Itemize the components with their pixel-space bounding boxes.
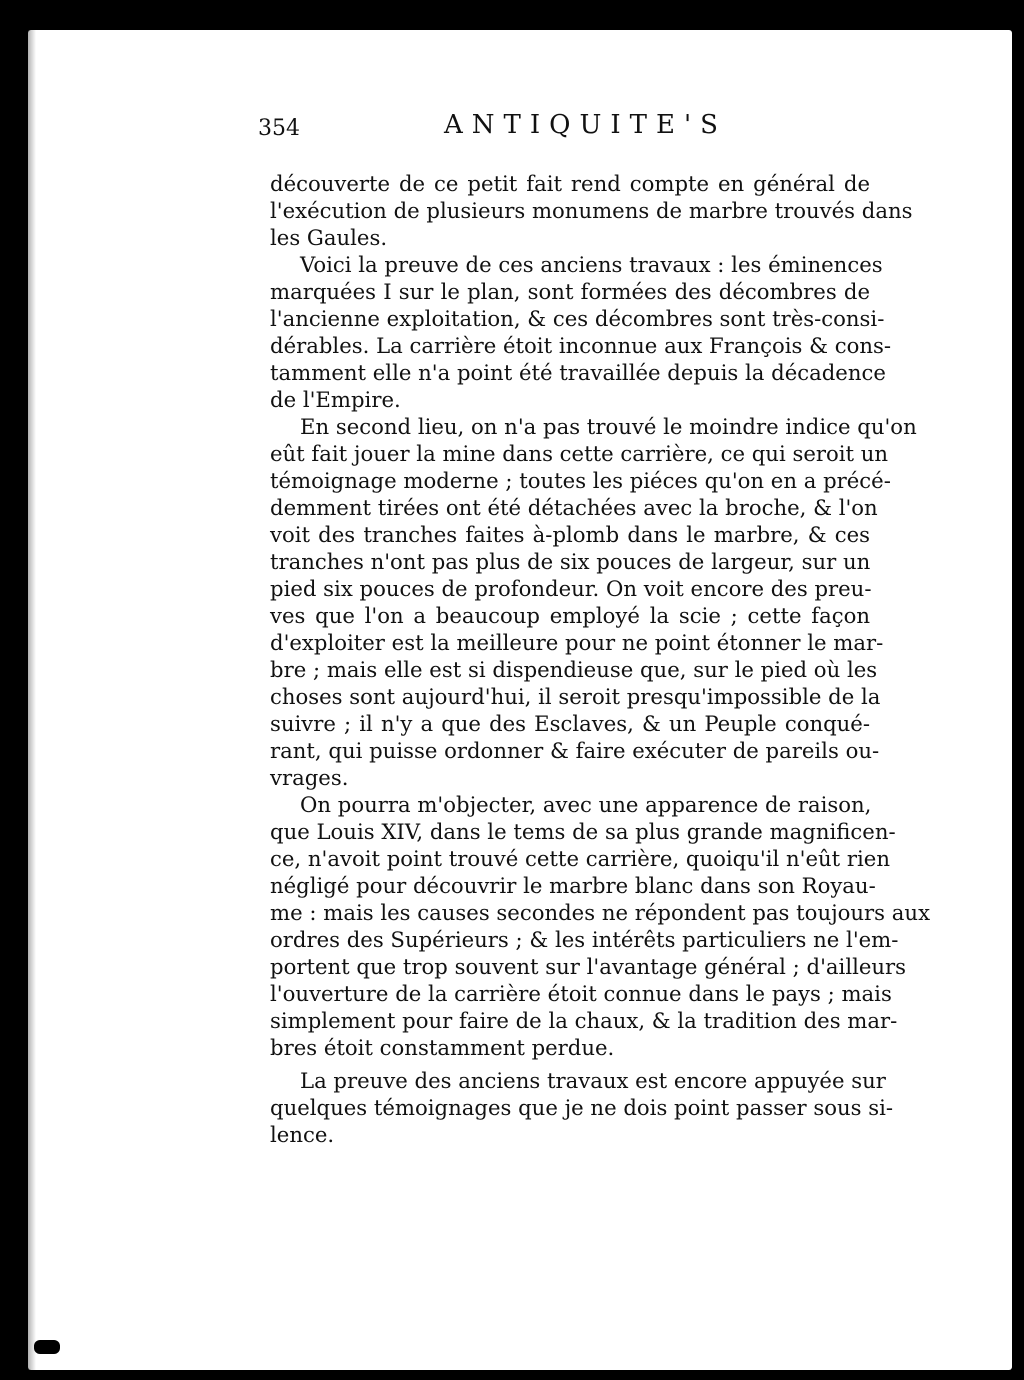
text-line: d'exploiter est la meilleure pour ne point étonner le mar- (270, 630, 884, 655)
text-line: tamment elle n'a point été travaillée depuis la décadence (270, 360, 886, 385)
text-line: voit des tranches faites à-plomb dans le marbre, & ces (270, 522, 870, 547)
text-line: de l'Empire. (270, 387, 401, 412)
text-line: négligé pour découvrir le marbre blanc dans son Royau- (270, 873, 876, 898)
text-line: bre ; mais elle est si dispendieuse que, sur le pied où les (270, 657, 878, 682)
text-line: témoignage moderne ; toutes les piéces qu'on en a précé- (270, 468, 891, 493)
text-line: choses sont aujourd'hui, il seroit presqu'impossible de la (270, 684, 881, 709)
text-line: simplement pour faire de la chaux, & la tradition des mar- (270, 1008, 898, 1033)
text-line: l'ancienne exploitation, & ces décombres sont très-consi- (270, 306, 885, 331)
text-line: La preuve des anciens travaux est encore appuyée sur (300, 1068, 886, 1093)
ink-blot (34, 1340, 60, 1354)
text-line: dérables. La carrière étoit inconnue aux François & cons- (270, 333, 892, 358)
text-line: l'exécution de plusieurs monumens de marbre trouvés dans (270, 198, 913, 223)
body-text (270, 170, 931, 1148)
text-line: ce, n'avoit point trouvé cette carrière, quoiqu'il n'eût rien (270, 846, 890, 871)
scan-edge (28, 30, 36, 1370)
text-line: demment tirées ont été détachées avec la broche, & l'on (270, 495, 878, 520)
page-number: 354 (258, 116, 300, 141)
text-line: vrages. (270, 765, 349, 790)
text-line: quelques témoignages que je ne dois point passer sous si- (270, 1095, 894, 1120)
text-line: Voici la preuve de ces anciens travaux : les éminences (300, 252, 883, 277)
paragraph-5 (270, 1067, 894, 1148)
text-line: lence. (270, 1122, 335, 1147)
text-line: ordres des Supérieurs ; & les intérêts particuliers ne l'em- (270, 927, 899, 952)
paragraph-3 (270, 413, 917, 791)
text-line: l'ouverture de la carrière étoit connue dans le pays ; mais (270, 981, 892, 1006)
running-title: ANTIQUITE'S (444, 110, 727, 140)
text-line: rant, qui puisse ordonner & faire exécuter de pareils ou- (270, 738, 880, 763)
paragraph-2 (270, 251, 892, 413)
text-line: marquées I sur le plan, sont formées des décombres de (270, 279, 870, 304)
text-line: portent que trop souvent sur l'avantage général ; d'ailleurs (270, 954, 907, 979)
text-line: que Louis XIV, dans le tems de sa plus grande magnificen- (270, 819, 896, 844)
text-line: En second lieu, on n'a pas trouvé le moindre indice qu'on (300, 414, 917, 439)
text-line: ves que l'on a beaucoup employé la scie ; cette façon (270, 603, 870, 628)
page-header (258, 110, 868, 150)
paragraph-4 (270, 791, 931, 1061)
text-line: On pourra m'objecter, avec une apparence de raison, (300, 792, 872, 817)
text-line: pied six pouces de profondeur. On voit encore des preu- (270, 576, 872, 601)
text-line: suivre ; il n'y a que des Esclaves, & un Peuple conqué- (270, 711, 870, 736)
text-line: les Gaules. (270, 225, 388, 250)
text-line: tranches n'ont pas plus de six pouces de largeur, sur un (270, 549, 871, 574)
text-line: bres étoit constamment perdue. (270, 1035, 615, 1060)
paragraph-1 (270, 170, 913, 251)
text-line: eût fait jouer la mine dans cette carrière, ce qui seroit un (270, 441, 889, 466)
text-line: me : mais les causes secondes ne répondent pas toujours aux (270, 900, 931, 925)
text-line: découverte de ce petit fait rend compte en général de (270, 171, 870, 196)
